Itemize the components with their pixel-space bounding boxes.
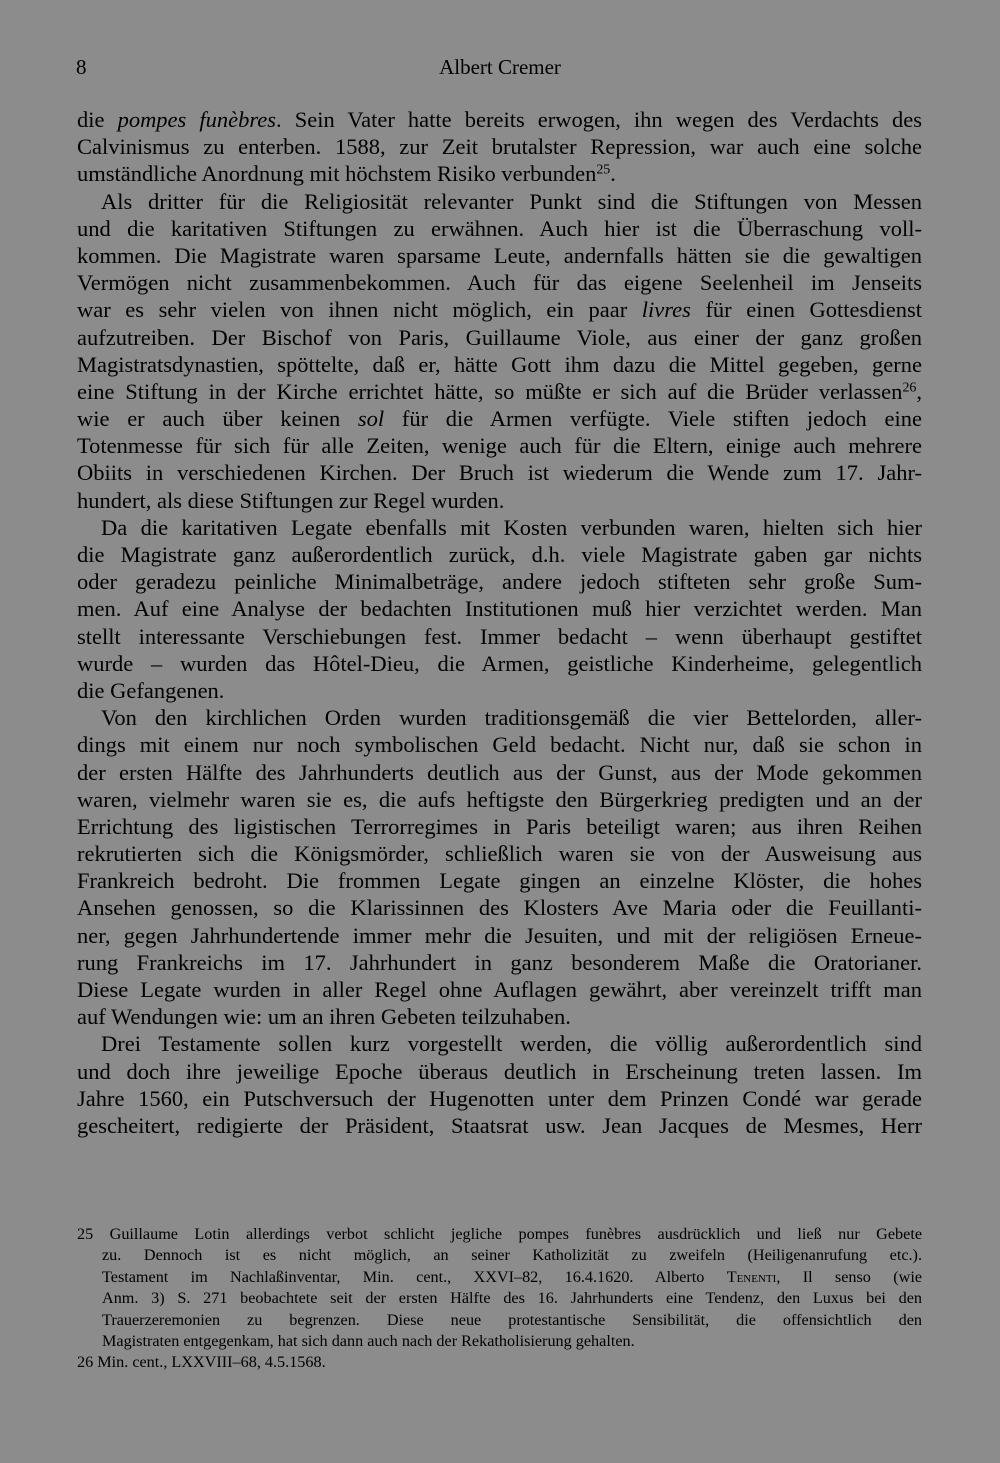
footnote-ref-26[interactable]: 26 bbox=[902, 380, 917, 396]
text-line: die Gefangenen. bbox=[77, 677, 225, 703]
text-line: aufzutreiben. Der Bischof von Paris, Guillaume Viole, aus einer der ganz großen bbox=[77, 324, 922, 350]
text-segment: eine Stiftung in der Kirche errichtet hätte, so müßte er sich auf die Brüder verlassen bbox=[77, 378, 903, 404]
text-line: Diese Legate wurden in aller Regel ohne Auflagen gewährt, aber vereinzelt trifft man bbox=[77, 977, 922, 1002]
footnote-line bbox=[77, 1267, 922, 1288]
footnote-line: Trauerzeremonien zu begrenzen. Diese neue protestantische Sensibilität, die offensichtlich den bbox=[102, 1310, 922, 1329]
text-line: Calvinismus zu enterben. 1588, zur Zeit brutalster Repression, war auch eine solche bbox=[77, 134, 922, 160]
text-line: ner, gegen Jahrhundertende immer mehr die Jesuiten, und mit der religiösen Erneue- bbox=[77, 922, 922, 948]
footnote-line: zu. Dennoch ist es nicht möglich, an seiner Katholizität zu zweifeln (Heiligenanrufung etc.). bbox=[102, 1246, 922, 1265]
text-line bbox=[77, 405, 922, 432]
text-line: auf Wendungen wie: um an ihren Gebeten teilzuhaben. bbox=[77, 1004, 571, 1030]
footnotes bbox=[77, 1224, 922, 1374]
footnote-line: 25 Guillaume Lotin allerdings verbot schlicht jegliche pompes funèbres ausdrücklich und ließ nur Gebete bbox=[77, 1225, 922, 1243]
text-line: Obiits in verschiedenen Kirchen. Der Bruch ist wiederum die Wende zum 17. Jahr- bbox=[77, 460, 922, 486]
text-line: der ersten Hälfte des Jahrhunderts deutlich aus der Gunst, aus der Mode gekommen bbox=[77, 759, 922, 785]
text-line: und die karitativen Stiftungen zu erwähnen. Auch hier ist die Überraschung voll- bbox=[77, 215, 922, 241]
emphasis-livres: livres bbox=[641, 297, 691, 323]
text-line: Drei Testamente sollen kurz vorgestellt werden, die völlig außerordentlich sind bbox=[101, 1031, 922, 1057]
text-line: men. Auf eine Analyse der bedachten Institutionen muß hier verzichtet werden. Man bbox=[77, 596, 922, 622]
text-segment: wie er auch über keinen bbox=[77, 406, 358, 432]
text-line: dings mit einem nur noch symbolischen Geld bedacht. Nicht nur, daß sie schon in bbox=[77, 732, 922, 758]
text-line: eine Stiftung in der Kirche errichtet hätte, so müßte er sich auf die Brüder verlassen$^{26}$, bbox=[77, 378, 922, 404]
text-segment: die bbox=[77, 107, 118, 132]
text-line bbox=[77, 296, 922, 323]
text-line: Errichtung des ligistischen Terrorregimes in Paris beteiligt waren; aus ihren Reihen bbox=[77, 813, 922, 839]
text-line: stellt interessante Verschiebungen fest. Immer bedacht – wenn überhaupt gestiftet bbox=[77, 623, 922, 649]
text-line: hundert, als diese Stiftungen zur Regel wurden. bbox=[77, 487, 505, 513]
text-line: waren, vielmehr waren sie es, die aufs heftigste den Bürgerkrieg predigten und an der bbox=[77, 786, 922, 812]
text-line: gescheitert, redigierte der Präsident, Staatsrat usw. Jean Jacques de Mesmes, Herr bbox=[77, 1112, 922, 1138]
text-segment: für einen Gottesdienst bbox=[690, 297, 922, 323]
text-line: und doch ihre jeweilige Epoche überaus deutlich in Erscheinung treten lassen. Im bbox=[77, 1058, 922, 1084]
text-segment: umständliche Anordnung mit höchstem Risiko verbunden bbox=[77, 161, 597, 187]
footnote-line: 26 Min. cent., LXXVIII–68, 4.5.1568. bbox=[77, 1353, 326, 1372]
text-segment: für die Armen verfügte. Viele stiften jedoch eine bbox=[384, 406, 922, 432]
text-line: Ansehen genossen, so die Klarissinnen des Klosters Ave Maria oder die Feuillanti- bbox=[77, 895, 922, 921]
text-line: rung Frankreichs im 17. Jahrhundert in ganz besonderem Maße die Oratorianer. bbox=[77, 949, 922, 975]
footnote-line: Anm. 3) S. 271 beobachtete seit der ersten Hälfte des 16. Jahrhunderts eine Tendenz, den Luxus bei den bbox=[102, 1289, 922, 1308]
text-line: Jahre 1560, ein Putschversuch der Hugenotten unter dem Prinzen Condé war gerade bbox=[77, 1085, 922, 1111]
footnote-ref-25[interactable]: 25 bbox=[596, 162, 611, 178]
text-line bbox=[77, 106, 922, 133]
author-name: Tenenti bbox=[726, 1267, 777, 1286]
text-line: Als dritter für die Religiosität relevanter Punkt sind die Stiftungen von Messen bbox=[101, 188, 922, 214]
text-line: Magistratsdynastien, spöttelte, daß er, hätte Gott ihm dazu die Mittel gegeben, gerne bbox=[77, 351, 922, 377]
text-line: Vermögen nicht zusammenbekommen. Auch für das eigene Seelenheil im Jenseits bbox=[77, 270, 922, 296]
page-number: 8 bbox=[76, 55, 87, 79]
text-line: kommen. Die Magistrate waren sparsame Leute, andernfalls hätten sie die gewaltigen bbox=[77, 242, 922, 268]
text-line: die Magistrate ganz außerordentlich zurück, d.h. viele Magistrate gaben gar nichts bbox=[77, 542, 922, 567]
main-text bbox=[77, 106, 922, 1139]
running-head: Albert Cremer bbox=[439, 55, 561, 79]
footnote-line: Magistraten entgegenkam, hat sich dann auch nach der Rekatholisierung gehalten. bbox=[102, 1331, 635, 1350]
emphasis-sol: sol bbox=[357, 406, 385, 432]
text-line: rekrutierten sich die Königsmörder, schließlich waren sie von der Ausweisung aus bbox=[77, 841, 922, 867]
text-line: Frankreich bedroht. Die frommen Legate gingen an einzelne Klöster, die hohes bbox=[77, 868, 922, 894]
text-segment: . Sein Vater hatte bereits erwogen, ihn wegen des Verdachts des bbox=[276, 107, 922, 132]
text-segment: Testament im Nachlaßinventar, Min. cent., XXVI–82, 16.4.1620. Alberto bbox=[102, 1267, 727, 1286]
text-line: Von den kirchlichen Orden wurden traditionsgemäß die vier Bettelorden, aller- bbox=[101, 705, 922, 731]
text-line: umständliche Anordnung mit höchstem Risiko verbunden$^{25}$. bbox=[77, 161, 616, 187]
text-segment: , Il senso (wie bbox=[776, 1267, 922, 1286]
text-line: oder geradezu peinliche Minimalbeträge, andere jedoch stifteten sehr große Sum- bbox=[77, 569, 922, 595]
emphasis-pompes: pompes funèbres bbox=[117, 107, 277, 132]
text-line: wurde – wurden das Hôtel-Dieu, die Armen, geistliche Kinderheime, gelegentlich bbox=[77, 650, 922, 676]
text-line: Da die karitativen Legate ebenfalls mit Kosten verbunden waren, hielten sich hier bbox=[101, 514, 922, 540]
text-segment: war es sehr vielen von ihnen nicht möglich, ein paar bbox=[77, 297, 642, 323]
text-line: Totenmesse für sich für alle Zeiten, wenige auch für die Eltern, einige auch mehrere bbox=[77, 433, 922, 459]
